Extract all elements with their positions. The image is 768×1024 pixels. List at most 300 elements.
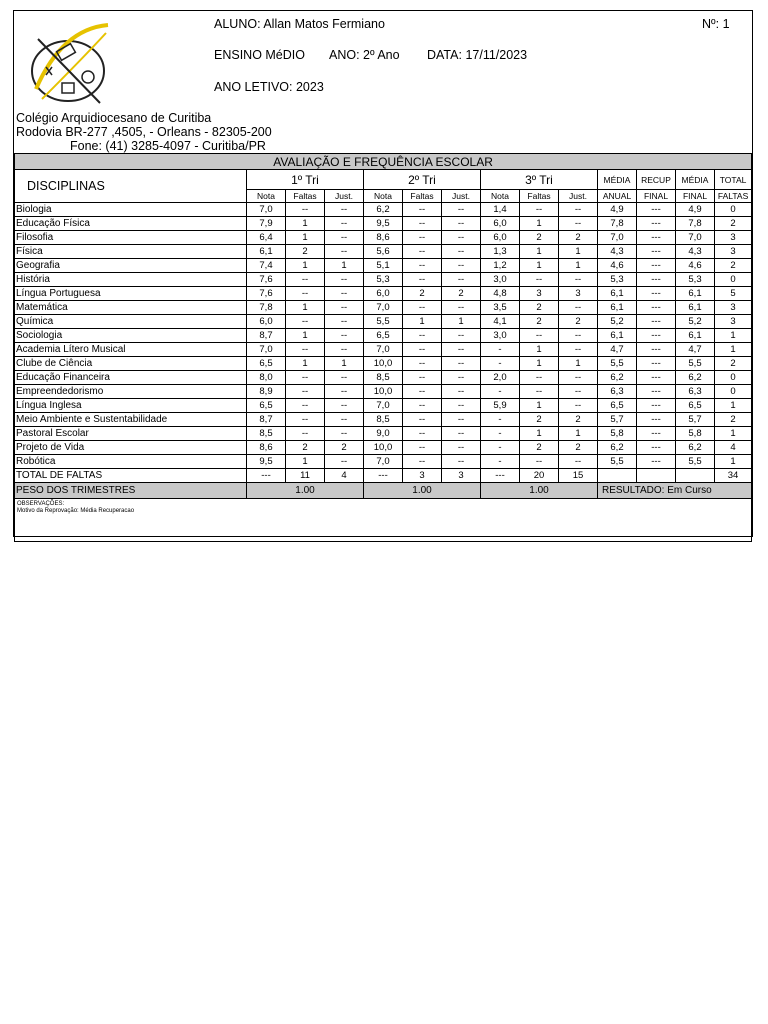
observations-cell (15, 499, 752, 542)
t2-grade-cell: 7,0 (364, 301, 403, 315)
final-average-cell: 5,5 (676, 455, 715, 469)
table-row (15, 259, 752, 273)
t3-justified-cell: 2 (559, 315, 598, 329)
final-recovery-cell: --- (637, 231, 676, 245)
final-average-cell: 5,2 (676, 315, 715, 329)
t3-grade-cell: 2,0 (481, 371, 520, 385)
student-line (214, 17, 385, 31)
table-row (15, 315, 752, 329)
t2-grade-cell: --- (364, 469, 403, 483)
t2-grade-cell: 5,5 (364, 315, 403, 329)
total-absences-cell: 3 (715, 301, 752, 315)
t1-absences-cell: 1 (286, 455, 325, 469)
subject-cell: Empreendedorismo (15, 385, 247, 399)
table-row (15, 343, 752, 357)
t1-absences-cell: 1 (286, 357, 325, 371)
trimester-1-header: 1º Tri (247, 170, 364, 190)
t2-justified-cell: -- (442, 273, 481, 287)
final-average-header-bottom: FINAL (676, 190, 715, 203)
annual-average-cell: 5,2 (598, 315, 637, 329)
weight-trimester-3: 1.00 (481, 483, 598, 499)
t2-absences-cell: -- (403, 259, 442, 273)
total-absences-cell: 4 (715, 441, 752, 455)
subject-cell: Educação Financeira (15, 371, 247, 385)
table-row (15, 203, 752, 217)
t2-justified-cell: -- (442, 329, 481, 343)
t1-justified-cell: -- (325, 343, 364, 357)
annual-average-cell: 6,2 (598, 441, 637, 455)
t2-grade-cell: 6,2 (364, 203, 403, 217)
subject-cell: Biologia (15, 203, 247, 217)
t1-absences-cell: -- (286, 203, 325, 217)
t1-justified-cell: -- (325, 231, 364, 245)
t1-absences-cell: 1 (286, 231, 325, 245)
student-label: ALUNO: (214, 17, 261, 31)
t2-absences-cell: -- (403, 399, 442, 413)
t2-grade-cell: 8,6 (364, 231, 403, 245)
annual-average-cell: 6,1 (598, 329, 637, 343)
t3-grade-cell: - (481, 343, 520, 357)
t3-absences-cell: 20 (520, 469, 559, 483)
t1-absences-cell: -- (286, 371, 325, 385)
t1-absences-cell: 2 (286, 245, 325, 259)
disciplines-header: DISCIPLINAS (15, 170, 247, 203)
final-average-header-top: MÉDIA (676, 170, 715, 190)
t3-absences-cell: 3 (520, 287, 559, 301)
annual-average-cell: 4,7 (598, 343, 637, 357)
t1-grade-cell: 6,0 (247, 315, 286, 329)
weights-label: PESO DOS TRIMESTRES (15, 483, 247, 499)
t1-absences-cell: -- (286, 287, 325, 301)
t3-grade-cell: 3,5 (481, 301, 520, 315)
t2-absences-cell: -- (403, 329, 442, 343)
t2-absences-cell: -- (403, 357, 442, 371)
t3-justified-cell: -- (559, 455, 598, 469)
final-recovery-cell: --- (637, 329, 676, 343)
table-row (15, 329, 752, 343)
t3-grade-cell: 5,9 (481, 399, 520, 413)
total-absences-cell: 3 (715, 315, 752, 329)
subject-cell: Academia Lítero Musical (15, 343, 247, 357)
t1-absences-cell: -- (286, 273, 325, 287)
t2-justified-cell: -- (442, 231, 481, 245)
subject-cell: Clube de Ciência (15, 357, 247, 371)
subject-cell: Língua Portuguesa (15, 287, 247, 301)
t1-grade-cell: 6,5 (247, 357, 286, 371)
t2-justified-cell: -- (442, 413, 481, 427)
t2-absences-cell: -- (403, 245, 442, 259)
result-label: RESULTADO: (602, 484, 665, 496)
total-absences-header-bottom: FALTAS (715, 190, 752, 203)
trimester-2-header: 2º Tri (364, 170, 481, 190)
t3-absences-cell: 1 (520, 245, 559, 259)
annual-average-cell: 6,2 (598, 371, 637, 385)
final-recovery-header-top: RECUP (637, 170, 676, 190)
t1-absences-cell: 1 (286, 259, 325, 273)
table-row (15, 231, 752, 245)
t3-grade-cell: --- (481, 469, 520, 483)
t2-absences-cell: -- (403, 385, 442, 399)
t2-justified-cell: -- (442, 371, 481, 385)
t1-justified-cell: 4 (325, 469, 364, 483)
total-absences-cell: 2 (715, 357, 752, 371)
year-value: 2023 (295, 80, 324, 94)
t1-absences-cell: -- (286, 399, 325, 413)
final-average-cell: 4,3 (676, 245, 715, 259)
t2-justified-cell: -- (442, 427, 481, 441)
annual-average-cell: 6,5 (598, 399, 637, 413)
t3-justified-cell: 2 (559, 413, 598, 427)
final-recovery-cell: --- (637, 217, 676, 231)
t1-absences-cell: 2 (286, 441, 325, 455)
t2-grade-cell: 6,5 (364, 329, 403, 343)
t1-grade-cell: 7,6 (247, 287, 286, 301)
t1-grade-header: Nota (247, 190, 286, 203)
annual-average-cell: 6,1 (598, 287, 637, 301)
school-logo (22, 19, 114, 107)
t2-justified-cell: -- (442, 301, 481, 315)
result-cell (598, 483, 752, 499)
t3-absences-cell: 2 (520, 315, 559, 329)
year-line (214, 80, 324, 94)
final-average-cell: 6,5 (676, 399, 715, 413)
t1-grade-cell: 7,9 (247, 217, 286, 231)
t3-justified-cell: 1 (559, 259, 598, 273)
table-title: AVALIAÇÃO E FREQUÊNCIA ESCOLAR (15, 154, 752, 170)
date-line (427, 48, 527, 62)
number-line (702, 17, 730, 31)
t3-grade-cell: 6,0 (481, 231, 520, 245)
grade-label: ANO: (329, 48, 360, 62)
t3-justified-cell: -- (559, 399, 598, 413)
t1-justified-cell: -- (325, 329, 364, 343)
t3-justified-cell: -- (559, 301, 598, 315)
final-average-cell: 7,0 (676, 231, 715, 245)
table-row (15, 427, 752, 441)
final-recovery-cell: --- (637, 441, 676, 455)
annual-average-cell: 4,3 (598, 245, 637, 259)
t2-absences-cell: -- (403, 231, 442, 245)
t3-justified-cell: 3 (559, 287, 598, 301)
final-recovery-cell: --- (637, 357, 676, 371)
t2-justified-cell: -- (442, 245, 481, 259)
number-value: 1 (722, 17, 730, 31)
t3-grade-cell: 1,2 (481, 259, 520, 273)
t1-justified-cell: -- (325, 455, 364, 469)
t3-justified-cell: 15 (559, 469, 598, 483)
t1-grade-cell: 6,1 (247, 245, 286, 259)
date-label: DATA: (427, 48, 462, 62)
final-recovery-cell: --- (637, 427, 676, 441)
subject-cell: Educação Física (15, 217, 247, 231)
t2-absences-cell: -- (403, 343, 442, 357)
final-average-cell: 6,1 (676, 301, 715, 315)
t3-absences-cell: 2 (520, 301, 559, 315)
t2-grade-header: Nota (364, 190, 403, 203)
grade-line (329, 48, 400, 62)
t1-justified-cell: -- (325, 413, 364, 427)
observations-text: Motivo da Reprovação: Média Recuperacao (17, 508, 135, 514)
t3-grade-cell: 4,1 (481, 315, 520, 329)
total-absences-cell: 1 (715, 455, 752, 469)
t3-absences-cell: 1 (520, 357, 559, 371)
table-row (15, 385, 752, 399)
t3-grade-cell: - (481, 427, 520, 441)
subject-cell: Geografia (15, 259, 247, 273)
final-average-cell: 6,3 (676, 385, 715, 399)
t2-grade-cell: 10,0 (364, 385, 403, 399)
t3-absences-cell: 1 (520, 217, 559, 231)
table-row (15, 217, 752, 231)
t1-justified-cell: 1 (325, 259, 364, 273)
t3-grade-cell: - (481, 357, 520, 371)
final-average-cell: 6,1 (676, 329, 715, 343)
t3-justified-cell: 1 (559, 427, 598, 441)
t2-justified-cell: -- (442, 357, 481, 371)
t1-absences-cell: 11 (286, 469, 325, 483)
weight-trimester-2: 1.00 (364, 483, 481, 499)
t3-absences-cell: 1 (520, 343, 559, 357)
t2-grade-cell: 5,3 (364, 273, 403, 287)
final-recovery-cell: --- (637, 203, 676, 217)
t1-absences-header: Faltas (286, 190, 325, 203)
final-average-cell: 4,9 (676, 203, 715, 217)
t2-grade-cell: 5,6 (364, 245, 403, 259)
annual-average-cell: 5,5 (598, 455, 637, 469)
t1-grade-cell: 6,5 (247, 399, 286, 413)
t3-grade-cell: 1,3 (481, 245, 520, 259)
t3-justified-cell: 1 (559, 245, 598, 259)
t1-absences-cell: 1 (286, 329, 325, 343)
t3-justified-cell: -- (559, 273, 598, 287)
t2-absences-cell: 1 (403, 315, 442, 329)
t2-justified-cell: -- (442, 203, 481, 217)
t1-justified-cell: -- (325, 273, 364, 287)
final-recovery-cell: --- (637, 301, 676, 315)
annual-average-header-bottom: ANUAL (598, 190, 637, 203)
t3-justified-cell: -- (559, 385, 598, 399)
t3-absences-cell: 1 (520, 259, 559, 273)
annual-average-cell: 7,8 (598, 217, 637, 231)
total-absences-cell: 1 (715, 343, 752, 357)
school-name: Colégio Arquidiocesano de Curitiba (16, 111, 212, 125)
observations-label: OBSERVAÇÕES: (17, 501, 65, 507)
annual-average-cell (598, 469, 637, 483)
t1-grade-cell: 8,6 (247, 441, 286, 455)
t1-grade-cell: 7,0 (247, 203, 286, 217)
totals-row (15, 469, 752, 483)
t1-grade-cell: 8,7 (247, 413, 286, 427)
t2-justified-cell: 3 (442, 469, 481, 483)
subject-cell: Robótica (15, 455, 247, 469)
t1-absences-cell: -- (286, 413, 325, 427)
t2-justified-cell: -- (442, 217, 481, 231)
t2-absences-cell: -- (403, 217, 442, 231)
annual-average-cell: 4,6 (598, 259, 637, 273)
final-average-cell: 4,7 (676, 343, 715, 357)
final-recovery-cell: --- (637, 371, 676, 385)
number-label: Nº: (702, 17, 720, 31)
t2-grade-cell: 7,0 (364, 455, 403, 469)
subject-cell: Meio Ambiente e Sustentabilidade (15, 413, 247, 427)
t1-grade-cell: 7,8 (247, 301, 286, 315)
t2-justified-cell: -- (442, 343, 481, 357)
t1-justified-cell: -- (325, 315, 364, 329)
t3-justified-cell: -- (559, 203, 598, 217)
t2-absences-cell: 3 (403, 469, 442, 483)
t1-grade-cell: 8,0 (247, 371, 286, 385)
total-absences-cell: 3 (715, 245, 752, 259)
table-row (15, 245, 752, 259)
t3-justified-cell: -- (559, 343, 598, 357)
t1-grade-cell: 9,5 (247, 455, 286, 469)
subject-cell: Língua Inglesa (15, 399, 247, 413)
t3-absences-cell: 2 (520, 441, 559, 455)
final-recovery-cell: --- (637, 399, 676, 413)
total-absences-cell: 0 (715, 273, 752, 287)
t2-grade-cell: 9,0 (364, 427, 403, 441)
t1-grade-cell: 8,7 (247, 329, 286, 343)
t2-absences-cell: -- (403, 203, 442, 217)
year-label: ANO LETIVO: (214, 80, 293, 94)
weight-trimester-1: 1.00 (247, 483, 364, 499)
total-absences-cell: 0 (715, 385, 752, 399)
total-absences-cell: 1 (715, 329, 752, 343)
total-absences-cell: 0 (715, 203, 752, 217)
t1-grade-cell: --- (247, 469, 286, 483)
t1-justified-cell: -- (325, 217, 364, 231)
t2-justified-header: Just. (442, 190, 481, 203)
subject-cell: Projeto de Vida (15, 441, 247, 455)
final-recovery-cell: --- (637, 273, 676, 287)
t3-justified-cell: -- (559, 217, 598, 231)
final-average-cell: 5,8 (676, 427, 715, 441)
t1-grade-cell: 8,9 (247, 385, 286, 399)
final-recovery-cell: --- (637, 385, 676, 399)
total-absences-cell: 0 (715, 371, 752, 385)
t3-absences-cell: -- (520, 455, 559, 469)
t3-absences-cell: -- (520, 203, 559, 217)
final-recovery-cell: --- (637, 343, 676, 357)
annual-average-cell: 5,3 (598, 273, 637, 287)
t1-justified-cell: -- (325, 301, 364, 315)
t3-grade-cell: - (481, 441, 520, 455)
t2-justified-cell: -- (442, 441, 481, 455)
t3-absences-cell: 1 (520, 427, 559, 441)
annual-average-cell: 5,7 (598, 413, 637, 427)
annual-average-cell: 5,8 (598, 427, 637, 441)
final-recovery-cell: --- (637, 287, 676, 301)
t2-justified-cell: -- (442, 385, 481, 399)
t1-justified-cell: -- (325, 385, 364, 399)
final-average-cell: 4,6 (676, 259, 715, 273)
t2-absences-cell: -- (403, 273, 442, 287)
total-absences-cell: 1 (715, 427, 752, 441)
final-recovery-cell: --- (637, 413, 676, 427)
t2-grade-cell: 7,0 (364, 343, 403, 357)
t2-absences-cell: 2 (403, 287, 442, 301)
t2-justified-cell: -- (442, 259, 481, 273)
t1-justified-cell: 2 (325, 441, 364, 455)
annual-average-header-top: MÉDIA (598, 170, 637, 190)
t2-grade-cell: 10,0 (364, 441, 403, 455)
t3-justified-cell: -- (559, 371, 598, 385)
t2-absences-header: Faltas (403, 190, 442, 203)
t2-absences-cell: -- (403, 371, 442, 385)
t3-absences-cell: -- (520, 273, 559, 287)
t1-absences-cell: -- (286, 427, 325, 441)
table-row (15, 287, 752, 301)
final-average-cell: 5,5 (676, 357, 715, 371)
final-average-cell: 6,1 (676, 287, 715, 301)
t1-grade-cell: 7,4 (247, 259, 286, 273)
final-recovery-header-bottom: FINAL (637, 190, 676, 203)
annual-average-cell: 4,9 (598, 203, 637, 217)
total-absences-header-top: TOTAL (715, 170, 752, 190)
final-recovery-cell: --- (637, 259, 676, 273)
final-recovery-cell: --- (637, 315, 676, 329)
level-text: ENSINO MéDIO (214, 48, 305, 62)
final-recovery-cell: --- (637, 245, 676, 259)
final-average-cell: 5,3 (676, 273, 715, 287)
table-row (15, 399, 752, 413)
annual-average-cell: 6,1 (598, 301, 637, 315)
table-row (15, 455, 752, 469)
t3-justified-cell: -- (559, 329, 598, 343)
total-absences-cell: 34 (715, 469, 752, 483)
t3-absences-cell: -- (520, 329, 559, 343)
t1-absences-cell: 1 (286, 217, 325, 231)
t3-absences-cell: 1 (520, 399, 559, 413)
date-value: 17/11/2023 (465, 48, 528, 62)
final-average-cell: 6,2 (676, 371, 715, 385)
t3-justified-cell: 1 (559, 357, 598, 371)
total-absences-cell: 3 (715, 231, 752, 245)
t2-absences-cell: -- (403, 455, 442, 469)
final-average-cell: 5,7 (676, 413, 715, 427)
t2-grade-cell: 10,0 (364, 357, 403, 371)
t2-justified-cell: 2 (442, 287, 481, 301)
t3-grade-cell: 3,0 (481, 273, 520, 287)
t3-absences-cell: -- (520, 371, 559, 385)
t2-justified-cell: -- (442, 455, 481, 469)
total-absences-cell: 2 (715, 217, 752, 231)
subject-cell: Matemática (15, 301, 247, 315)
t3-justified-cell: 2 (559, 441, 598, 455)
annual-average-cell: 7,0 (598, 231, 637, 245)
t1-justified-cell: -- (325, 287, 364, 301)
t1-justified-cell: -- (325, 203, 364, 217)
subject-cell: Pastoral Escolar (15, 427, 247, 441)
total-absences-cell: 2 (715, 413, 752, 427)
t1-justified-header: Just. (325, 190, 364, 203)
t1-grade-cell: 7,0 (247, 343, 286, 357)
table-row (15, 413, 752, 427)
t2-grade-cell: 5,1 (364, 259, 403, 273)
table-row (15, 301, 752, 315)
t1-grade-cell: 8,5 (247, 427, 286, 441)
t2-absences-cell: -- (403, 427, 442, 441)
t2-justified-cell: 1 (442, 315, 481, 329)
result-value: Em Curso (667, 484, 712, 496)
total-absences-cell: 5 (715, 287, 752, 301)
total-absences-cell: 1 (715, 399, 752, 413)
table-row (15, 371, 752, 385)
t2-absences-cell: -- (403, 413, 442, 427)
final-recovery-cell (637, 469, 676, 483)
t3-grade-cell: - (481, 455, 520, 469)
final-average-cell: 7,8 (676, 217, 715, 231)
